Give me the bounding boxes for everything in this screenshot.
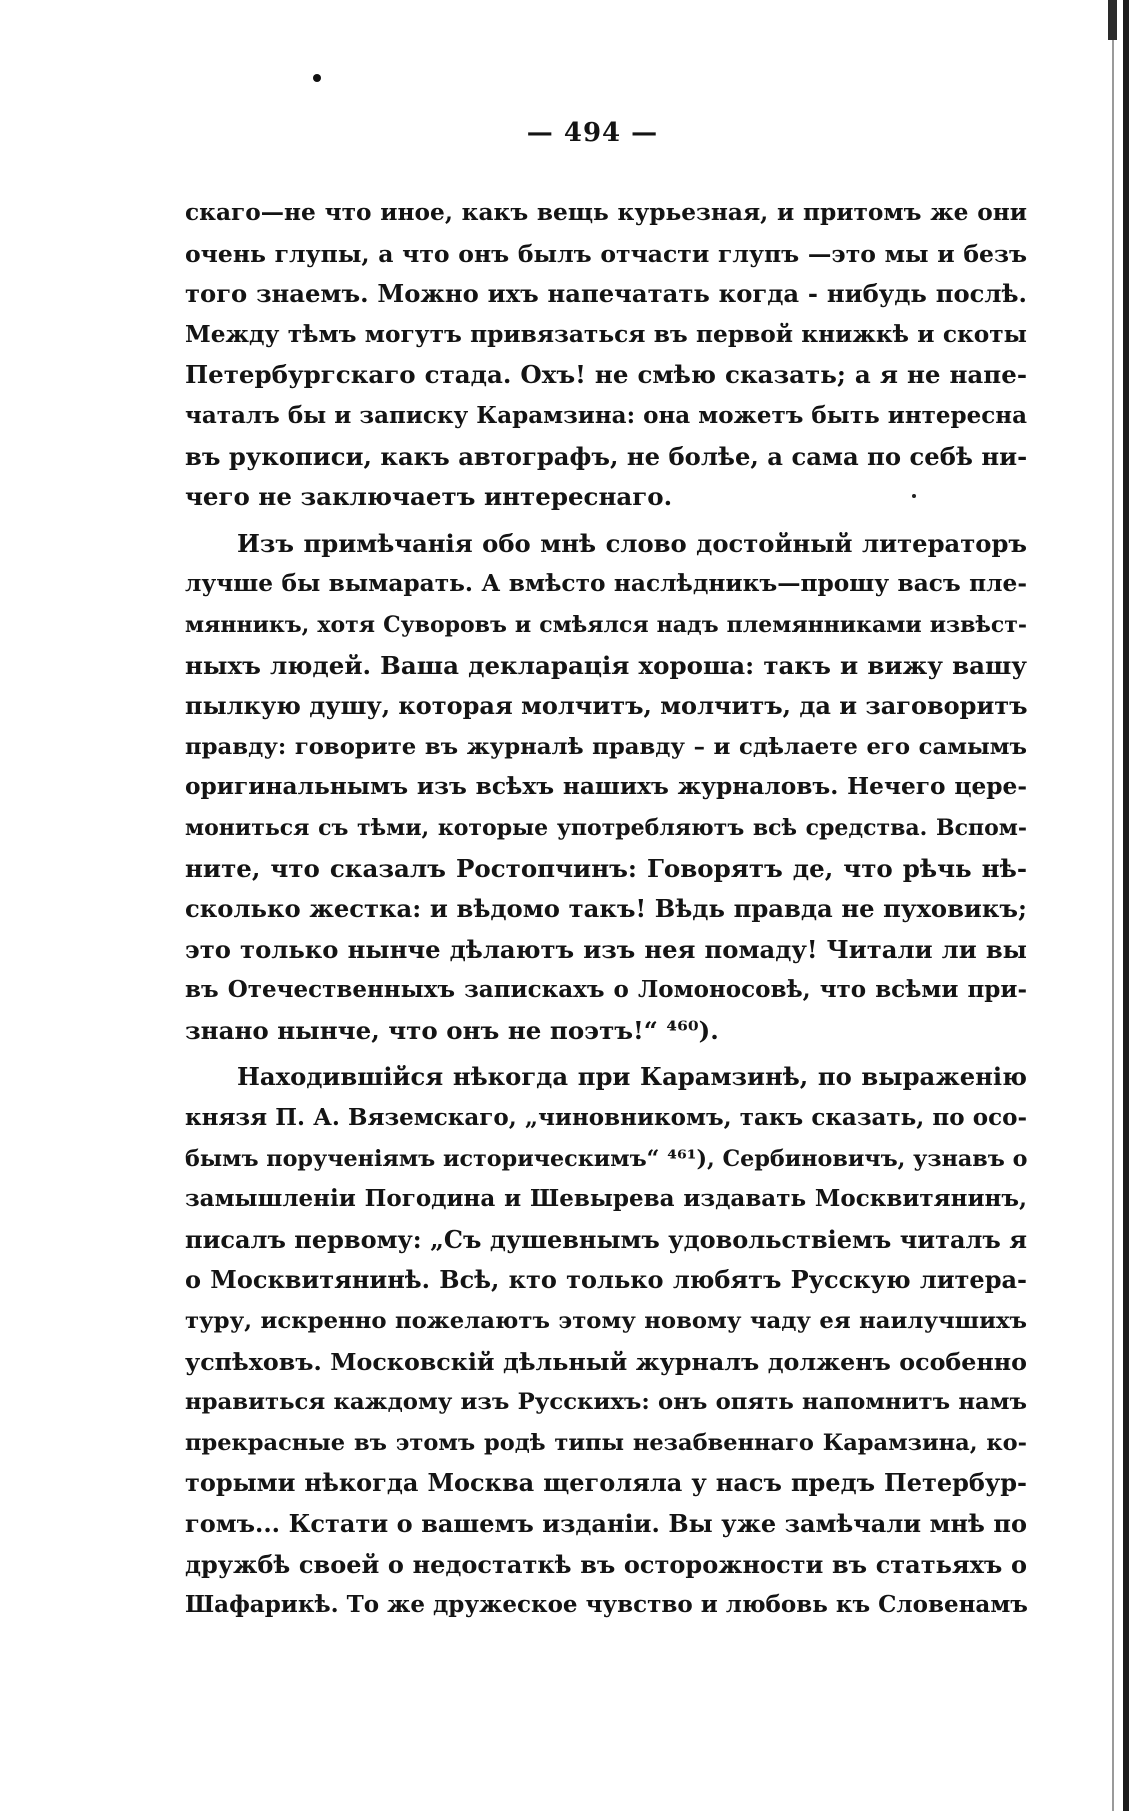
text-line: Шафарикѣ. То же дружеское чувство и любовь къ Словенамъ	[185, 1591, 1028, 1619]
text-line: очень глупы, а что онъ былъ отчасти глупъ —это мы и безъ	[185, 239, 1027, 268]
text-line: знано нынче, что онъ не поэтъ!“ ⁴⁶⁰).	[185, 1015, 719, 1045]
text-line: скаго—не что иное, какъ вещь курьезная, и притомъ же они	[185, 199, 1027, 226]
page-edge-shadow	[1112, 0, 1114, 1811]
text-line: лучше бы вымарать. А вмѣсто наслѣдникъ—прошу васъ пле-	[185, 570, 1027, 598]
text-line: мониться съ тѣми, которые употребляютъ всѣ средства. Вспом-	[185, 814, 1027, 841]
text-line: сколько жестка: и вѣдомо такъ! Вѣдь правда не пуховикъ;	[185, 894, 1027, 924]
text-line: оригинальнымъ изъ всѣхъ нашихъ журналовъ. Нечего цере-	[185, 773, 1027, 801]
text-line: пылкую душу, которая молчитъ, молчитъ, да и заговоритъ	[185, 691, 1028, 721]
text-line: мянникъ, хотя Суворовъ и смѣялся надъ племянниками извѣст-	[185, 611, 1027, 638]
text-line: успѣховъ. Московскій дѣльный журналъ долженъ особенно	[185, 1347, 1027, 1376]
text-line: нравиться каждому изъ Русскихъ: онъ опять напомнитъ намъ	[185, 1389, 1027, 1416]
text-line: правду: говорите въ журналѣ правду – и сдѣлаете его самымъ	[185, 733, 1027, 760]
text-line: Петербургскаго стада. Охъ! не смѣю сказать; а я не напе-	[185, 360, 1027, 390]
text-line: бымъ порученіямъ историческимъ“ ⁴⁶¹), Сербиновичъ, узнавъ о	[185, 1145, 1028, 1172]
text-line: прекрасные въ этомъ родѣ типы незабвеннаго Карамзина, ко-	[185, 1429, 1027, 1456]
text-line: Между тѣмъ могутъ привязаться въ первой книжкѣ и скоты	[185, 320, 1027, 348]
text-line: ните, что сказалъ Ростопчинъ: Говорятъ де, что рѣчь нѣ-	[185, 853, 1027, 883]
text-line: гомъ... Кстати о вашемъ изданіи. Вы уже замѣчали мнѣ по	[185, 1509, 1027, 1538]
paragraph-start-line: Находившійся нѣкогда при Карамзинѣ, по выраженію	[237, 1062, 1027, 1092]
text-line: замышленіи Погодина и Шевырева издавать Москвитянинъ,	[185, 1185, 1027, 1213]
text-line: въ рукописи, какъ автографъ, не болѣе, а сама по себѣ ни-	[185, 441, 1028, 471]
body-text	[185, 193, 1027, 1626]
text-line: дружбѣ своей о недостаткѣ въ осторожности въ статьяхъ о	[185, 1549, 1027, 1579]
text-line: туру, искренно пожелаютъ этому новому чаду ея наилучшихъ	[185, 1308, 1027, 1335]
text-line: о Москвитянинѣ. Всѣ, кто только любятъ Русскую литера-	[185, 1265, 1027, 1295]
text-line: князя П. А. Вяземскаго, „чиновникомъ, такъ сказать, по осо-	[185, 1104, 1027, 1132]
page-edge-border	[1123, 0, 1129, 1811]
paragraph-start-line: Изъ примѣчанія обо мнѣ слово достойный литераторъ	[237, 528, 1027, 558]
text-line: того знаемъ. Можно ихъ напечатать когда - нибудь послѣ.	[185, 279, 1027, 309]
text-line: торыми нѣкогда Москва щеголяла у насъ предъ Петербур-	[185, 1468, 1027, 1498]
text-line: ныхъ людей. Ваша декларація хороша: такъ и вижу вашу	[185, 650, 1027, 680]
text-line: писалъ первому: „Съ душевнымъ удовольствіемъ читалъ я	[185, 1224, 1027, 1254]
text-line: чего не заключаетъ интереснаго.	[185, 482, 673, 512]
text-line: это только нынче дѣлаютъ изъ нея помаду! Читали ли вы	[185, 934, 1027, 964]
page-corner-mark	[1108, 0, 1117, 40]
text-line: въ Отечественныхъ запискахъ о Ломоносовѣ, что всѣми при-	[185, 976, 1027, 1004]
ink-dot	[313, 74, 321, 82]
text-line: чаталъ бы и записку Карамзина: она можетъ быть интересна	[185, 401, 1027, 429]
page-number: — 494 —	[526, 118, 659, 148]
